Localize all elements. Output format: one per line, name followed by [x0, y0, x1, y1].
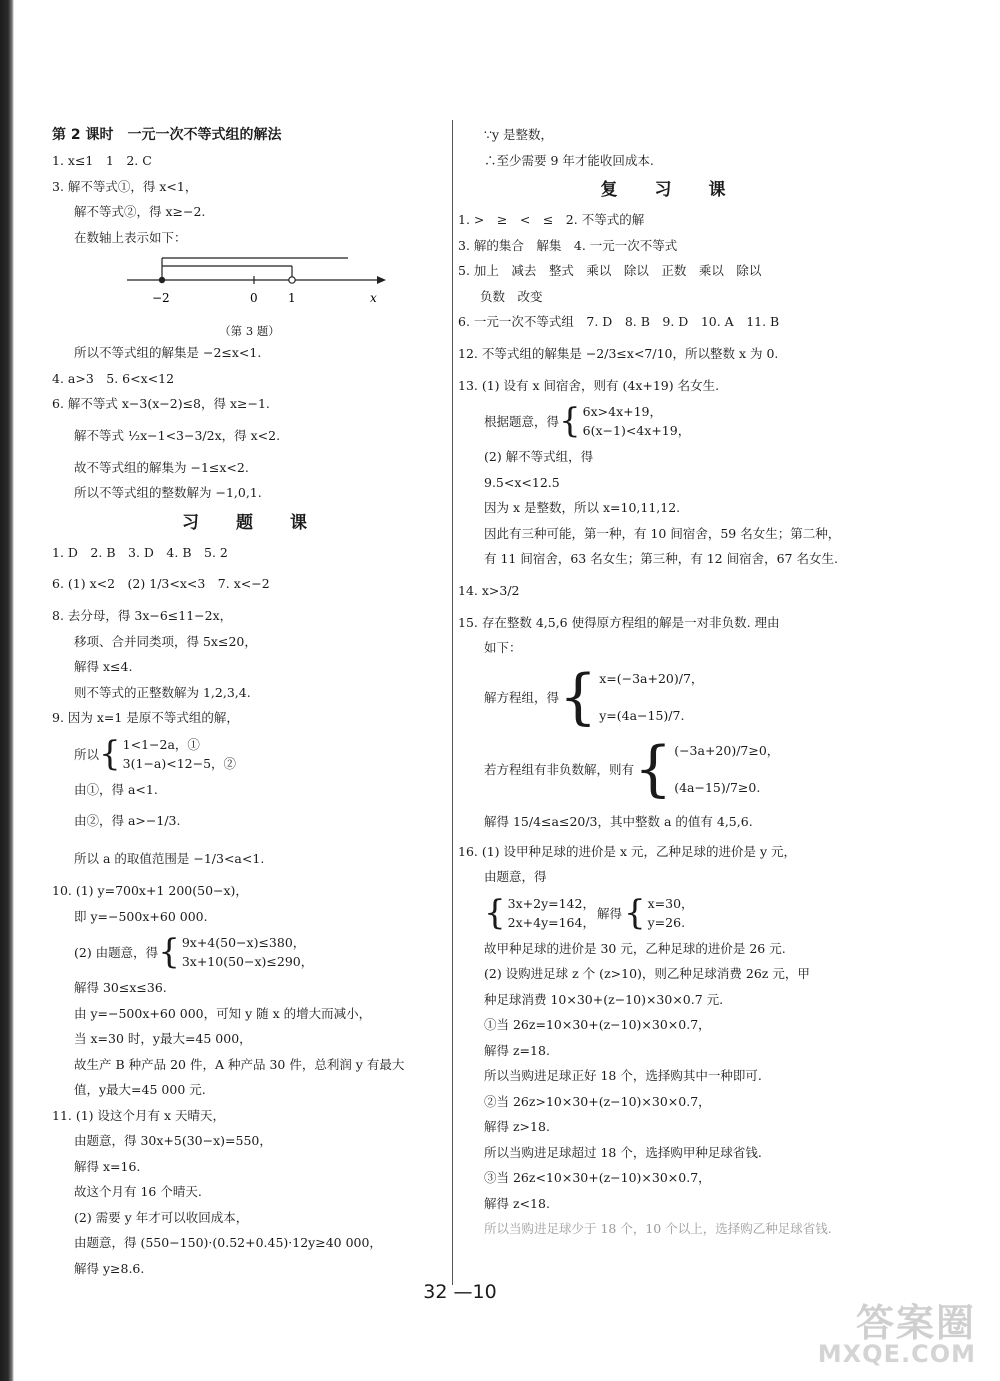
system-prefix: (2) 由题意，得 — [74, 945, 159, 960]
answer-line: 所以不等式组的解集是 −2≤x<1. — [74, 345, 262, 360]
system-row: 3x+2y=142， — [507, 895, 595, 911]
answer-line: 由题意，得 30x+5(30−x)=550， — [74, 1133, 272, 1148]
answer-line: 6. 解不等式 x−3(x−2)≤8，得 x≥−1. — [52, 396, 270, 411]
axis-label-x: x — [370, 291, 377, 305]
number-line-diagram — [112, 250, 392, 328]
answer-line: ∵y 是整数， — [484, 127, 553, 142]
answer-line: ∴至少需要 9 年才能收回成本. — [484, 152, 654, 168]
answer-line: 由题意，得 (550−150)·(0.52+0.45)·12y≥40 000， — [74, 1235, 382, 1250]
answer-line: 负数 改变 — [480, 288, 543, 304]
answer-line: 解不等式 ½x−1<3−3/2x，得 x<2. — [74, 427, 281, 443]
answer-line: 13. (1) 设有 x 间宿舍，则有 (4x+19) 名女生. — [458, 377, 720, 393]
answer-line: 6. (1) x<2 (2) 1/3<x<3 7. x<−2 — [52, 576, 270, 591]
answer-line: ①当 26z=10×30+(z−10)×30×0.7， — [484, 1017, 711, 1032]
answer-line: 值，y最大=45 000 元. — [74, 1082, 206, 1097]
closed-dot — [159, 277, 165, 283]
answer-line: 移项、合并同类项，得 5x≤20， — [74, 633, 257, 649]
brace-glyph: { — [99, 733, 121, 774]
system-row: 2x+4y=164， — [507, 914, 595, 930]
answer-line: 解不等式②，得 x≥−2. — [74, 204, 206, 219]
watermark-url: MXQE.COM — [817, 1340, 976, 1368]
answer-line: 解得 z=18. — [484, 1042, 550, 1058]
tick-label-minus-2: −2 — [152, 291, 170, 305]
book-spine-shadow — [0, 0, 14, 1381]
answer-line: 如下： — [484, 640, 522, 655]
answer-line: 12. 不等式组的解集是 −2/3≤x<7/10，所以整数 x 为 0. — [458, 345, 779, 361]
answer-line: ③当 26z<10×30+(z−10)×30×0.7， — [484, 1170, 711, 1185]
answer-line: 故生产 B 种产品 20 件，A 种产品 30 件，总利润 y 有最大 — [74, 1056, 405, 1072]
brace-glyph: { — [484, 892, 506, 933]
system-prefix: 若方程组有非负数解，则有 — [484, 761, 635, 777]
section-title: 习 题 课 — [182, 512, 317, 533]
figure-caption: （第 3 题） — [219, 324, 280, 338]
answer-line: 3. 解不等式①，得 x<1， — [52, 178, 198, 194]
section-title: 复 习 课 — [600, 180, 736, 200]
system-row: 3x+10(50−x)≤290， — [181, 954, 314, 969]
system-prefix: 解方程组，得 — [484, 689, 560, 705]
brace-glyph: { — [158, 932, 180, 972]
system-row: y=26. — [647, 914, 686, 930]
page-number: 32 —10 — [423, 1281, 497, 1303]
answer-line: 解得 x≤4. — [74, 659, 133, 674]
brace-glyph: { — [559, 661, 598, 732]
brace-glyph: { — [623, 892, 646, 933]
system-row: 6(x−1)<4x+19， — [582, 423, 691, 438]
answer-line: 解得 30≤x≤36. — [74, 980, 167, 995]
system-prefix: 根据题意，得 — [484, 414, 560, 429]
answer-line: 解得 x=16. — [74, 1158, 141, 1174]
answer-line: 所以 a 的取值范围是 −1/3<a<1. — [74, 851, 265, 866]
answer-line: 6. 一元一次不等式组 7. D 8. B 9. D 10. A 11. B — [458, 314, 780, 329]
system-row: x=30， — [647, 895, 694, 911]
answer-line: 所以当购进足球少于 18 个，10 个以上，选择购乙种足球省钱. — [484, 1221, 832, 1236]
answer-line: 9. 因为 x=1 是原不等式组的解， — [52, 710, 239, 725]
brace-glyph: { — [634, 733, 673, 804]
answer-line: 则不等式的正整数解为 1,2,3,4. — [74, 684, 251, 700]
answer-line: (2) 解不等式组，得 — [484, 449, 594, 464]
answer-line: 4. a>3 5. 6<x<12 — [52, 370, 175, 386]
answer-line: 1. x≤1 1 2. C — [52, 153, 152, 168]
answer-line: 解得 z<18. — [484, 1195, 550, 1211]
number-line-figure — [52, 250, 447, 330]
answer-line: 在数轴上表示如下： — [74, 229, 187, 245]
answer-line: 故不等式组的解集为 −1≤x<2. — [74, 459, 249, 475]
answer-line: 当 x=30 时，y最大=45 000， — [74, 1031, 252, 1046]
answer-line: 11. (1) 设这个月有 x 天晴天， — [52, 1107, 226, 1123]
answer-line: 因此有三种可能，第一种，有 10 间宿舍，59 名女生；第二种， — [484, 525, 841, 541]
watermark — [796, 1292, 976, 1374]
brace-glyph: { — [559, 401, 581, 441]
open-dot — [289, 277, 295, 283]
answer-line: (2) 需要 y 年才可以收回成本， — [74, 1209, 249, 1225]
answer-line: 由②，得 a>−1/3. — [74, 813, 181, 828]
system-row: 9x+4(50−x)≤380， — [181, 935, 306, 950]
answer-line: 由题意，得 — [484, 869, 547, 884]
right-column — [458, 122, 878, 1242]
inequality-system — [458, 398, 878, 444]
answer-line: 所以当购进足球正好 18 个，选择购其中一种即可. — [484, 1068, 762, 1083]
inequality-system — [458, 733, 878, 805]
answer-line: 因为 x 是整数，所以 x=10,11,12. — [484, 500, 681, 515]
column-divider — [452, 120, 453, 1285]
answer-line: 有 11 间宿舍，63 名女生；第三种，有 12 间宿舍，67 名女生. — [484, 551, 838, 566]
answer-line: 1. D 2. B 3. D 4. B 5. 2 — [52, 544, 228, 560]
system-row: 3(1−a)<12−5，② — [122, 755, 237, 771]
solve-label: 解得 — [596, 905, 622, 921]
answer-line: 14. x>3/2 — [458, 582, 520, 598]
system-row: 1<1−2a，① — [122, 736, 200, 752]
tick-label-0: 0 — [250, 291, 258, 305]
inequality-system — [52, 929, 447, 975]
answer-line: 解得 15/4≤a≤20/3，其中整数 a 的值有 4,5,6. — [484, 813, 753, 829]
system-row: y=(4a−15)/7. — [599, 707, 685, 723]
axis-arrow — [377, 276, 386, 284]
lesson-heading: 第 2 课时 一元一次不等式组的解法 — [52, 127, 282, 143]
system-row: 6x>4x+19， — [582, 404, 663, 419]
answer-line: 解得 y≥8.6. — [74, 1260, 145, 1276]
answer-line: 故这个月有 16 个晴天. — [74, 1184, 202, 1199]
answer-line: ②当 26z>10×30+(z−10)×30×0.7， — [484, 1093, 711, 1109]
watermark-logo: 答案圈 — [855, 1301, 976, 1345]
equation-system — [458, 661, 878, 733]
left-column — [52, 122, 447, 1281]
answer-line: 10. (1) y=700x+1 200(50−x)， — [52, 883, 248, 898]
equation-system — [458, 890, 878, 936]
answer-line: 16. (1) 设甲种足球的进价是 x 元，乙种足球的进价是 y 元， — [458, 843, 797, 859]
answer-line: 种足球消费 10×30+(z−10)×30×0.7 元. — [484, 991, 724, 1007]
answer-line: 即 y=−500x+60 000. — [74, 908, 208, 924]
answer-line: 解得 z>18. — [484, 1119, 550, 1134]
answer-line: 9.5<x<12.5 — [484, 474, 560, 490]
system-prefix: 所以 — [74, 746, 100, 762]
answer-line: 由 y=−500x+60 000，可知 y 随 x 的增大而减小， — [74, 1005, 372, 1021]
answer-line: 3. 解的集合 解集 4. 一元一次不等式 — [458, 237, 678, 253]
answer-line: 8. 去分母，得 3x−6≤11−2x， — [52, 608, 233, 623]
tick-label-1: 1 — [288, 291, 296, 305]
answer-line: 15. 存在整数 4,5,6 使得原方程组的解是一对非负数. 理由 — [458, 614, 780, 630]
answer-line: 由①，得 a<1. — [74, 781, 158, 797]
answer-line: (2) 设购进足球 z 个 (z>10)，则乙种足球消费 26z 元，甲 — [484, 966, 810, 981]
answer-line: 5. 加上 减去 整式 乘以 除以 正数 乘以 除以 — [458, 263, 762, 278]
answer-line: 1. > ≥ < ≤ 2. 不等式的解 — [458, 212, 645, 227]
answer-line: 故甲种足球的进价是 30 元，乙种足球的进价是 26 元. — [484, 940, 786, 956]
inequality-system — [52, 731, 447, 777]
system-row: (−3a+20)/7≥0， — [674, 742, 780, 758]
answer-line: 所以不等式组的整数解为 −1,0,1. — [74, 485, 262, 500]
system-row: (4a−15)/7≥0. — [674, 779, 761, 795]
answer-line: 所以当购进足球超过 18 个，选择购甲种足球省钱. — [484, 1144, 762, 1160]
system-row: x=(−3a+20)/7， — [599, 670, 704, 686]
